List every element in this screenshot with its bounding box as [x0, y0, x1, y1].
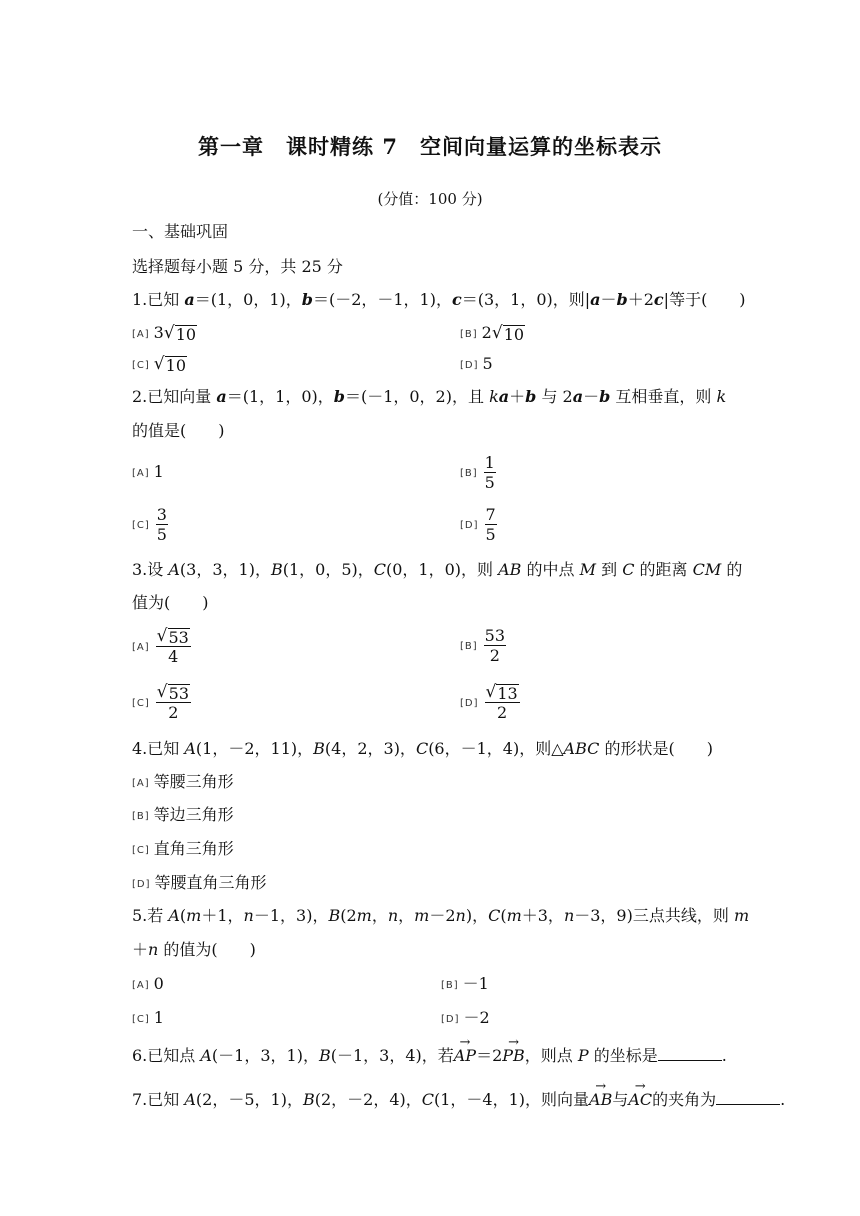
- question-7: 7.已知 A(2，－5，1)，B(2，－2，4)，C(1，－4，1)，则向量AB →与AC →的夹角为 .: [132, 1090, 785, 1110]
- q2-option-c[interactable]: [C] $\frac{3}{5}$: [132, 505, 167, 544]
- question-5: 5.若 A(m＋1，n－1，3)，B(2m，n，m－2n)，C(m＋3，n－3，9)三点共线，则 m: [132, 906, 750, 925]
- q4-option-a[interactable]: [A] 等腰三角形: [132, 772, 234, 791]
- page-title: 第一章 课时精练 7 空间向量运算的坐标表示: [198, 134, 662, 159]
- q4-option-c[interactable]: [C] 直角三角形: [132, 839, 234, 858]
- q3-option-b[interactable]: [B] $\frac{53}{2}$: [460, 626, 506, 665]
- question-1: 1.已知 a＝(1，0，1)，b＝(－2，－1，1)，c＝(3，1，0)，则|a－b＋2c|等于( ): [132, 290, 746, 309]
- section-heading: 一、基础巩固: [132, 222, 229, 241]
- question-6: 6.已知点 A(－1，3，1)，B(－1，3，4)，若AP →＝2PB →，则点 P 的坐标是 .: [132, 1046, 727, 1066]
- mc-note: 选择题每小题 5 分，共 25 分: [132, 257, 343, 276]
- q5-option-b[interactable]: [B] －1: [441, 974, 489, 993]
- question-3: 3.设 A(3，3，1)，B(1，0，5)，C(0，1，0)，则 AB 的中点 M 到 C 的距离 CM 的: [132, 560, 743, 579]
- q4-option-d[interactable]: [D] 等腰直角三角形: [132, 873, 267, 892]
- q3-option-c[interactable]: [C] √ 53 2: [132, 682, 189, 722]
- q4-option-b[interactable]: [B] 等边三角形: [132, 805, 234, 824]
- q2-option-d[interactable]: [D] $\frac{7}{5}$: [460, 505, 496, 544]
- q2-option-b[interactable]: [B] $\frac{1}{5}$: [460, 453, 495, 492]
- q2-option-a[interactable]: [A] 1: [132, 462, 164, 481]
- q1-option-d[interactable]: [D] 5: [460, 354, 493, 373]
- q3-option-d[interactable]: [D] √ 13 2: [460, 682, 518, 722]
- q5-option-d[interactable]: [D] －2: [441, 1008, 490, 1027]
- answer-blank[interactable]: [716, 1090, 780, 1105]
- question-3-cont: 值为( ): [132, 593, 209, 612]
- q3-option-a[interactable]: [A] √ 53 4: [132, 626, 189, 666]
- question-4: 4.已知 A(1，－2，11)，B(4，2，3)，C(6，－1，4)，则△ABC 的形状是( ): [132, 739, 713, 758]
- q1-option-b[interactable]: [B] 2 √ 10: [460, 323, 525, 344]
- q5-option-a[interactable]: [A] 0: [132, 974, 164, 993]
- question-2: 2.已知向量 a＝(1，1，0)，b＝(－1，0，2)，且 ka＋b 与 2a－b 互相垂直，则 k: [132, 387, 727, 406]
- question-5-cont: ＋n 的值为( ): [132, 940, 256, 959]
- q5-option-c[interactable]: [C] 1: [132, 1008, 164, 1027]
- question-2-cont: 的值是( ): [132, 421, 225, 440]
- answer-blank[interactable]: [658, 1046, 722, 1061]
- q1-option-a[interactable]: [A] 3 √ 10: [132, 323, 197, 344]
- score-note: (分值：100 分): [377, 190, 483, 208]
- q1-option-c[interactable]: [C] √ 10: [132, 354, 186, 375]
